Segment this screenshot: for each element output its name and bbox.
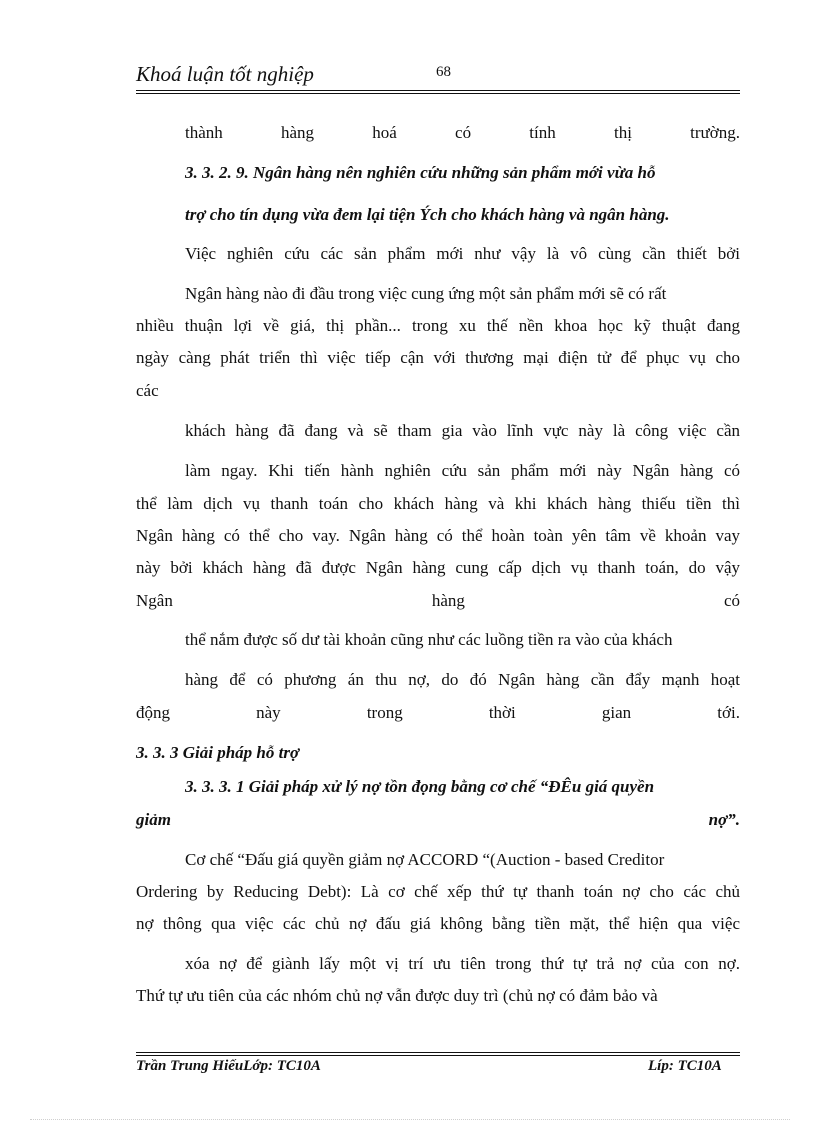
header-rule-bottom [136, 93, 740, 94]
section-heading-3329-line-2: trợ cho tín dụng vừa đem lại tiện Ých cho khách hàng và ngân hàng. [185, 205, 670, 224]
body-line-12: Ngân hàng có thể cho vay. Ngân hàng có thể hoàn toàn yên tâm về khoản vay [136, 526, 740, 545]
body-line-17: động này trong thời gian tới. [136, 703, 740, 722]
body-line-21: Cơ chế “Đấu giá quyền giảm nợ ACCORD “(Auction - based Creditor [185, 850, 665, 869]
section-heading-3331-line-2: giảm nợ”. [136, 810, 740, 829]
page-bottom-dotted-border [30, 1119, 790, 1120]
section-heading-3331-line-1: 3. 3. 3. 1 Giải pháp xử lý nợ tồn đọng bằng cơ chế “ĐÊu giá quyền [185, 777, 655, 796]
body-line-10: làm ngay. Khi tiến hành nghiên cứu sản phẩm mới này Ngân hàng có [185, 461, 740, 480]
body-line-16: hàng để có phương án thu nợ, do đó Ngân hàng cần đẩy mạnh hoạt [185, 670, 740, 689]
header-rule-top [136, 90, 740, 91]
body-line-5: Ngân hàng nào đi đầu trong việc cung ứng một sản phẩm mới sẽ có rất [185, 284, 667, 303]
page-number: 68 [436, 64, 451, 80]
section-heading-3329-line-1: 3. 3. 2. 9. Ngân hàng nên nghiên cứu những sản phẩm mới vừa hỗ [185, 163, 656, 182]
body-line-8: các [136, 381, 159, 400]
body-line-13: này bởi khách hàng đã được Ngân hàng cung cấp dịch vụ thanh toán, do vậy [136, 558, 740, 577]
body-line-23: nợ thông qua việc các chủ nợ đấu giá không bằng tiền mặt, thể hiện qua việc [136, 914, 740, 933]
body-line-11: thể làm dịch vụ thanh toán cho khách hàng và khi khách hàng thiếu tiền thì [136, 494, 740, 513]
body-line-4: Việc nghiên cứu các sản phẩm mới như vậy là vô cùng cần thiết bởi [185, 244, 740, 263]
footer-rule-bottom [136, 1055, 740, 1056]
footer-class: Líp: TC10A [648, 1058, 722, 1074]
section-heading-333: 3. 3. 3 Giải pháp hỗ trợ [136, 743, 300, 762]
body-line-22: Ordering by Reducing Debt): Là cơ chế xếp thứ tự thanh toán nợ cho các chủ [136, 882, 740, 901]
body-line-6: nhiều thuận lợi về giá, thị phần... trong xu thế nền khoa học kỹ thuật đang [136, 316, 740, 335]
body-line-7: ngày càng phát triển thì việc tiếp cận với thương mại điện tử để phục vụ cho [136, 348, 740, 367]
footer-rule-top [136, 1052, 740, 1053]
body-line-1: thành hàng hoá có tính thị trường. [185, 123, 740, 142]
body-line-24: xóa nợ để giành lấy một vị trí ưu tiên trong thứ tự trả nợ của con nợ. [185, 954, 740, 973]
footer-author-class: Trần Trung HiếuLớp: TC10A [136, 1058, 321, 1074]
body-line-25: Thứ tự ưu tiên của các nhóm chủ nợ vẫn được duy trì (chủ nợ có đảm bảo và [136, 986, 658, 1005]
body-line-9: khách hàng đã đang và sẽ tham gia vào lĩnh vực này là công việc cần [185, 421, 740, 440]
body-line-15: thể nắm được số dư tài khoản cũng như các luồng tiền ra vào của khách [185, 630, 673, 649]
header-title: Khoá luận tốt nghiệp [136, 62, 314, 86]
body-line-14: Ngân hàng có [136, 591, 740, 610]
